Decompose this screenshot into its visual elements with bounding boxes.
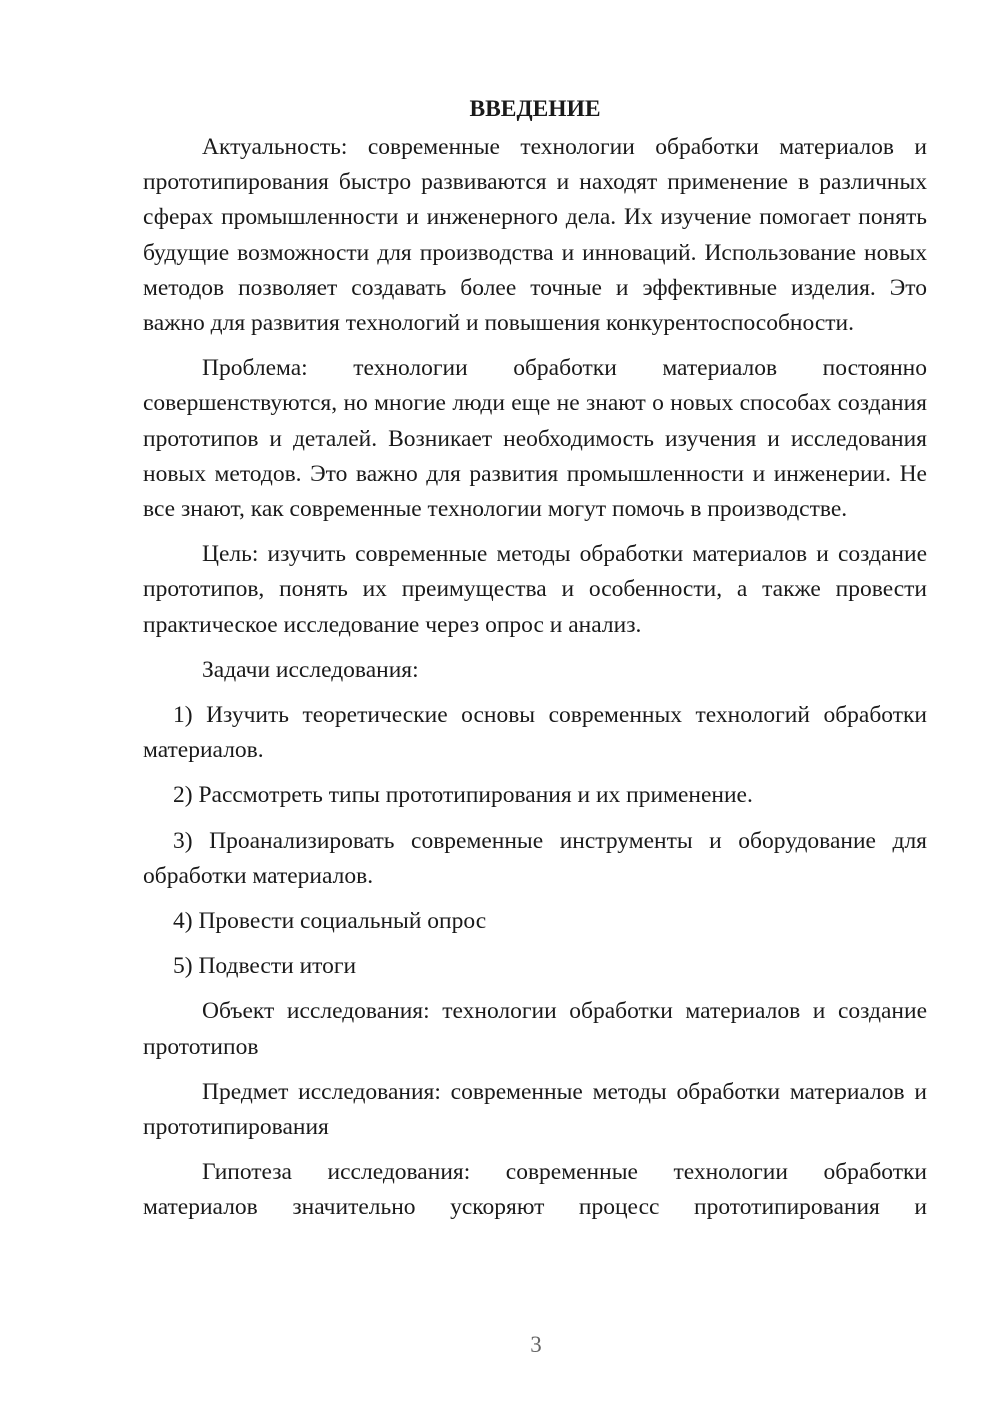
goal-paragraph: Цель: изучить современные методы обработки материалов и создание прототипов, понять их преимущества и особенности, а также провести практическое исследование через опрос и анализ.	[143, 541, 927, 638]
problem-paragraph: Проблема: технологии обработки материалов постоянно совершенствуются, но многие люди еще не знают о новых способах создания прототипов и деталей. Возникает необходимость изучения и исследования новых методов. Это важно для развития промышленности и инженерии. Не все знают, как современные технологии могут помочь в производстве.	[143, 355, 927, 523]
tasks-title: Задачи исследования:	[202, 656, 419, 683]
page-body	[143, 92, 927, 1226]
relevance-paragraph: Актуальность: современные технологии обработки материалов и прототипирования быстро развиваются и находят применение в различных сферах промышленности и инженерного дела. Их изучение помогает понять будущие возможности для производства и инноваций. Использование новых методов позволяет создавать более точные и эффективные изделия. Это важно для развития технологий и повышения конкурентоспособности.	[143, 134, 927, 337]
section-heading: ВВЕДЕНИЕ	[469, 96, 601, 122]
task-item-1: 1) Изучить теоретические основы современных технологий обработки материалов.	[143, 702, 927, 764]
subject-paragraph: Предмет исследования: современные методы обработки материалов и прототипирования	[143, 1078, 927, 1141]
page-number: 3	[530, 1332, 542, 1357]
task-item-3: 3) Проанализировать современные инструменты и оборудование для обработки материалов.	[143, 827, 927, 889]
object-paragraph: Объект исследования: технологии обработки материалов и создание прототипов	[143, 998, 927, 1060]
task-item-5: 5) Подвести итоги	[173, 953, 357, 980]
task-item-2: 2) Рассмотреть типы прототипирования и их применение.	[173, 782, 753, 809]
hypothesis-paragraph: Гипотеза исследования: современные технологии обработки материалов значительно ускоряют процесс прототипирования и	[143, 1159, 927, 1221]
task-item-4: 4) Провести социальный опрос	[173, 908, 487, 935]
